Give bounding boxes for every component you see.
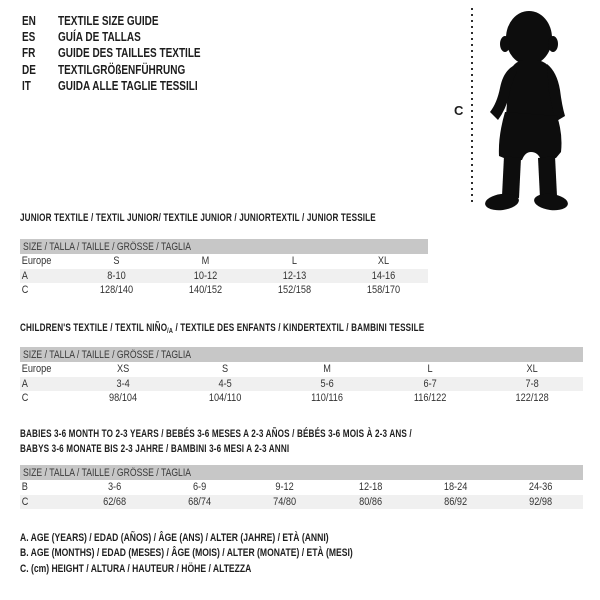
cell-value: 10-12 — [193, 269, 218, 282]
language-code: IT — [22, 78, 31, 93]
cell-value: 104/110 — [209, 392, 242, 405]
language-code: FR — [22, 46, 36, 61]
cell-value: 80/86 — [358, 495, 382, 508]
language-code: ES — [22, 30, 36, 45]
title-part: CHILDREN'S TEXTILE / TEXTIL NIÑO — [20, 322, 168, 334]
size-header-bar — [20, 465, 583, 480]
row-label: Europe — [21, 363, 52, 376]
table-title-children — [20, 321, 424, 335]
cell-value: 62/68 — [103, 495, 127, 508]
cell-value: XL — [526, 363, 538, 376]
row-label: B — [21, 481, 28, 494]
cell-value: S — [113, 255, 120, 268]
language-list — [22, 13, 236, 94]
language-label: GUIDE DES TAILLES TEXTILE — [58, 46, 201, 61]
cell-value: L — [291, 255, 298, 268]
baby-silhouette-icon — [477, 6, 573, 212]
title-part: / TEXTILE DES ENFANTS / KINDERTEXTIL / BAMBINI TESSILE — [173, 322, 425, 334]
cell-value: 18-24 — [443, 481, 468, 494]
language-label: GUIDA ALLE TAGLIE TESSILI — [58, 78, 198, 93]
table-row-b — [20, 480, 583, 495]
cell-value: 14-16 — [371, 269, 396, 282]
title-part-subscript: /A — [167, 326, 174, 335]
cell-value: 158/170 — [366, 284, 401, 297]
height-label: C — [454, 103, 464, 118]
language-label: GUÍA DE TALLAS — [58, 30, 141, 45]
row-label: C — [21, 392, 29, 405]
row-label: A — [21, 377, 28, 390]
cell-value: M — [201, 255, 210, 268]
cell-value: 98/104 — [109, 392, 138, 405]
cell-value: 122/128 — [515, 392, 549, 405]
cell-value: 140/152 — [188, 284, 223, 297]
babies-table — [20, 465, 583, 509]
size-header-text: SIZE / TALLA / TAILLE / GRÖSSE / TAGLIA — [23, 240, 192, 253]
table-title-junior: JUNIOR TEXTILE / TEXTIL JUNIOR/ TEXTILE JUNIOR / JUNIORTEXTIL / JUNIOR TESSILE — [20, 212, 376, 224]
cell-value: M — [323, 363, 332, 376]
cell-value: 7-8 — [525, 377, 539, 390]
cell-value: 68/74 — [188, 495, 212, 508]
cell-value: 74/80 — [273, 495, 297, 508]
size-header-bar — [20, 239, 428, 254]
cell-value: 4-5 — [218, 377, 232, 390]
cell-value: 8-10 — [107, 269, 126, 282]
language-row-es — [22, 29, 236, 45]
cell-value: S — [222, 363, 229, 376]
cell-value: 92/98 — [528, 495, 552, 508]
language-row-en — [22, 13, 236, 29]
cell-value: 12-13 — [282, 269, 307, 282]
cell-value: 6-7 — [423, 377, 437, 390]
table-row-a — [20, 269, 428, 284]
junior-table — [20, 239, 428, 298]
size-header-text: SIZE / TALLA / TAILLE / GRÖSSE / TAGLIA — [23, 348, 192, 361]
legend-line-a: A. AGE (YEARS) / EDAD (AÑOS) / ÂGE (ANS) / ALTER (JAHRE) / ETÀ (ANNI) — [20, 532, 329, 544]
language-row-fr — [22, 45, 236, 61]
row-label: C — [21, 495, 29, 508]
table-row-europe — [20, 362, 583, 377]
table-title-babies-line1: BABIES 3-6 MONTH TO 2-3 YEARS / BEBÉS 3-6 MESES A 2-3 AÑOS / BÉBÉS 3-6 MOIS À 2-3 ANS / — [20, 428, 412, 440]
language-row-de — [22, 62, 236, 78]
table-row-a — [20, 377, 583, 392]
cell-value: 9-12 — [275, 481, 295, 494]
table-title-babies-line2: BABYS 3-6 MONATE BIS 2-3 JAHRE / BAMBINI 3-6 MESI A 2-3 ANNI — [20, 443, 290, 455]
cell-value: XL — [377, 255, 390, 268]
cell-value: XS — [116, 363, 130, 376]
cell-value: 12-18 — [358, 481, 382, 494]
table-row-c — [20, 495, 583, 510]
row-label: C — [21, 284, 29, 297]
cell-value: 86/92 — [443, 495, 467, 508]
cell-value: 6-9 — [193, 481, 207, 494]
table-row-europe — [20, 254, 428, 269]
cell-value: 110/116 — [311, 392, 344, 405]
language-code: EN — [22, 14, 36, 28]
legend-line-b: B. AGE (MONTHS) / EDAD (MESES) / ÂGE (MOIS) / ALTER (MONATE) / ETÀ (MESI) — [20, 547, 353, 560]
language-label: TEXTILGRÖßENFÜHRUNG — [58, 62, 186, 77]
cell-value: 152/158 — [277, 284, 312, 297]
size-header-bar — [20, 347, 583, 362]
size-header-text: SIZE / TALLA / TAILLE / GRÖSSE / TAGLIA — [23, 466, 192, 479]
cell-value: L — [427, 363, 433, 376]
cell-value: 24-36 — [528, 481, 553, 494]
legend — [20, 531, 447, 577]
height-measure-line — [471, 8, 473, 206]
cell-value: 3-6 — [107, 481, 122, 494]
language-code: DE — [22, 62, 36, 77]
cell-value: 116/122 — [413, 392, 446, 405]
cell-value: 128/140 — [99, 284, 134, 297]
cell-value: 5-6 — [320, 377, 335, 390]
cell-value: 3-4 — [116, 377, 130, 390]
language-row-it — [22, 78, 236, 94]
row-label: A — [21, 269, 28, 282]
table-row-c — [20, 391, 583, 406]
language-label: TEXTILE SIZE GUIDE — [58, 14, 159, 28]
table-row-c — [20, 283, 428, 298]
row-label: Europe — [21, 255, 52, 268]
children-table — [20, 347, 583, 406]
legend-line-c: C. (cm) HEIGHT / ALTURA / HAUTEUR / HÖHE / ALTEZZA — [20, 562, 252, 575]
